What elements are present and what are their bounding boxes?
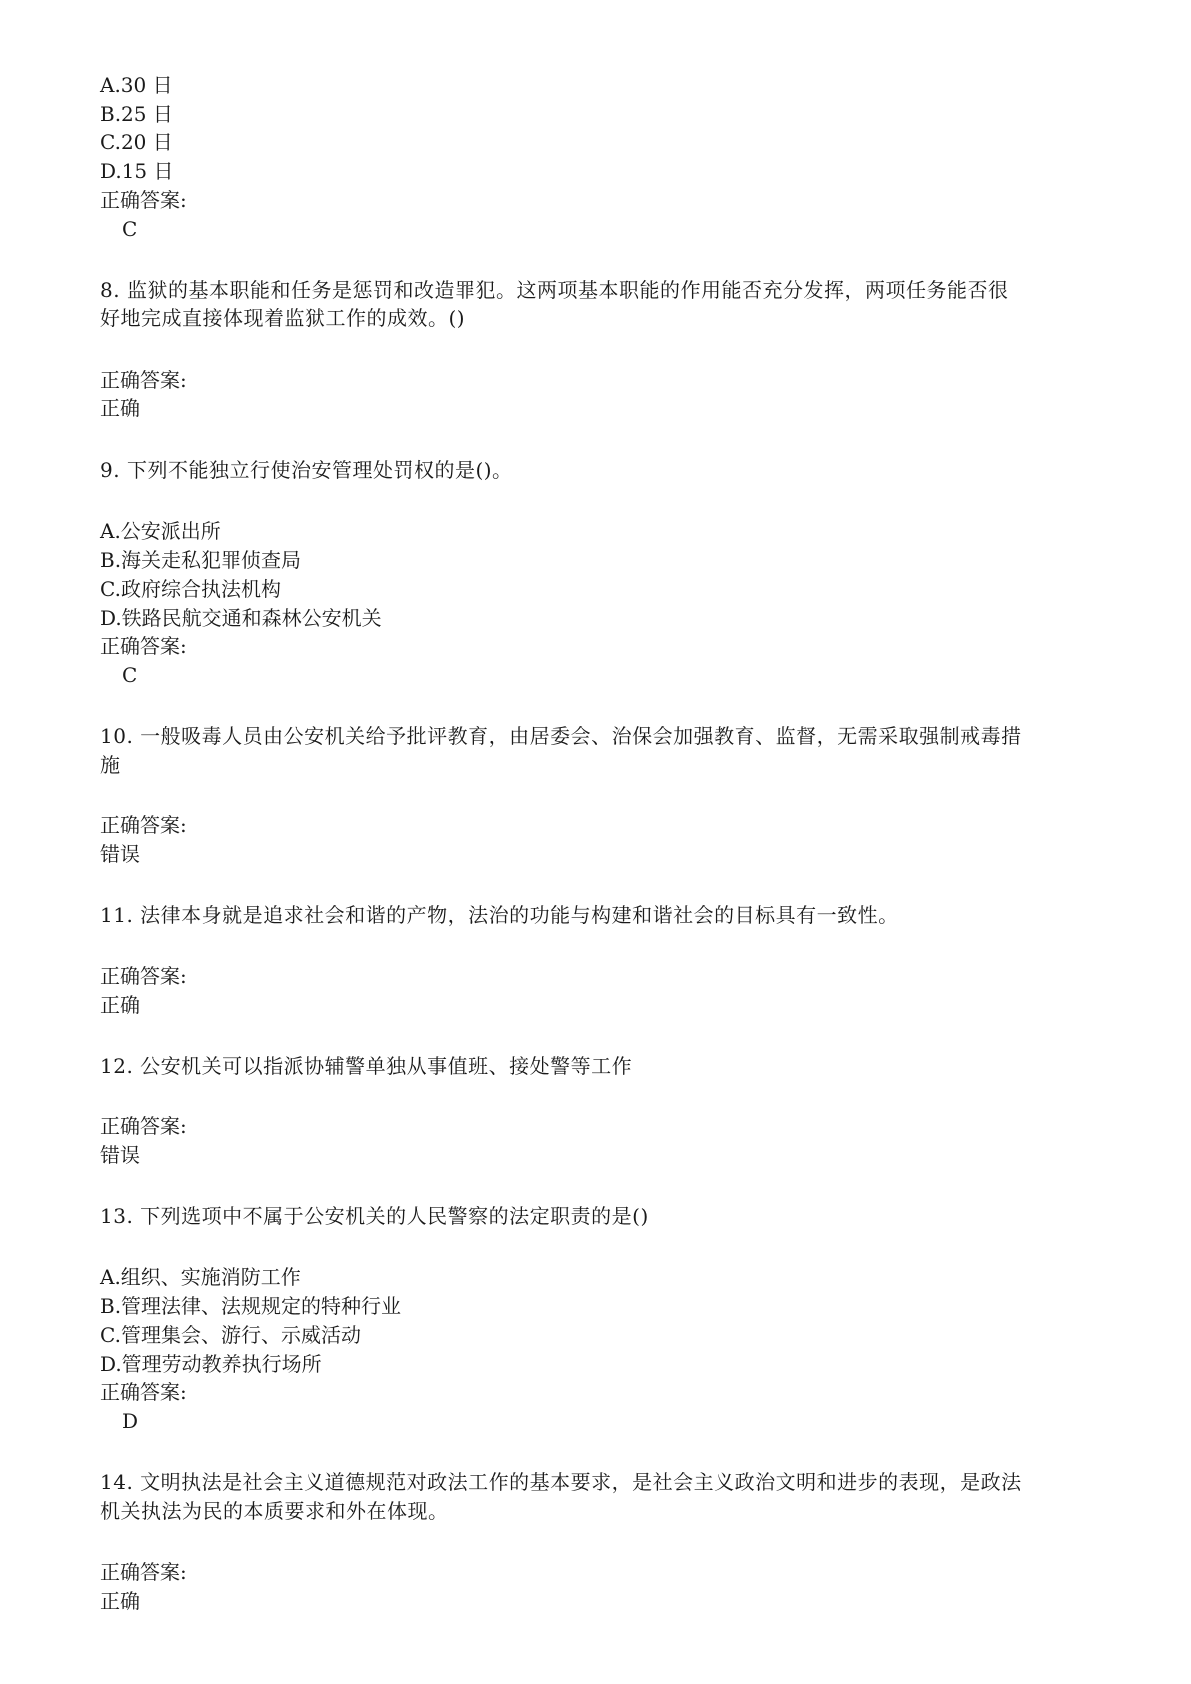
option-c: C.政府综合执法机构: [100, 577, 281, 601]
answer-value: D: [122, 1409, 139, 1433]
answer-value: 错误: [100, 842, 140, 866]
answer-label: 正确答案:: [100, 813, 187, 837]
option-c: C.管理集会、游行、示威活动: [100, 1323, 361, 1347]
answer-label: 正确答案:: [100, 188, 187, 212]
option-a: A.组织、实施消防工作: [100, 1265, 301, 1289]
answer-value: 正确: [100, 1589, 140, 1613]
option-c: C.20 日: [100, 130, 173, 154]
option-d: D.管理劳动教养执行场所: [100, 1352, 322, 1376]
answer-label: 正确答案:: [100, 1560, 187, 1584]
question-text: 11. 法律本身就是追求社会和谐的产物，法治的功能与构建和谐社会的目标具有一致性。: [100, 903, 899, 927]
option-b: B.管理法律、法规规定的特种行业: [100, 1294, 402, 1318]
answer-label: 正确答案:: [100, 964, 187, 988]
question-text: 机关执法为民的本质要求和外在体现。: [100, 1499, 449, 1523]
question-text: 14. 文明执法是社会主义道德规范对政法工作的基本要求，是社会主义政治文明和进步的表现，是政法: [100, 1470, 1022, 1494]
answer-label: 正确答案:: [100, 368, 187, 392]
option-b: B.25 日: [100, 102, 173, 126]
answer-value: 正确: [100, 993, 140, 1017]
option-a: A.30 日: [100, 73, 173, 97]
answer-label: 正确答案:: [100, 634, 187, 658]
answer-value: C: [122, 663, 138, 687]
question-text: 施: [100, 753, 121, 777]
answer-label: 正确答案:: [100, 1380, 187, 1404]
question-text: 10. 一般吸毒人员由公安机关给予批评教育，由居委会、治保会加强教育、监督，无需采取强制戒毒措: [100, 724, 1022, 748]
question-text: 8. 监狱的基本职能和任务是惩罚和改造罪犯。这两项基本职能的作用能否充分发挥，两项任务能否很: [100, 278, 1009, 302]
option-d: D.铁路民航交通和森林公安机关: [100, 606, 382, 630]
answer-label: 正确答案:: [100, 1114, 187, 1138]
question-text: 好地完成直接体现着监狱工作的成效。(): [100, 306, 466, 330]
question-text: 9. 下列不能独立行使治安管理处罚权的是()。: [100, 458, 513, 482]
option-b: B.海关走私犯罪侦查局: [100, 548, 302, 572]
question-text: 13. 下列选项中不属于公安机关的人民警察的法定职责的是(): [100, 1204, 649, 1228]
question-text: 12. 公安机关可以指派协辅警单独从事值班、接处警等工作: [100, 1054, 633, 1078]
option-d: D.15 日: [100, 159, 174, 183]
answer-value: C: [122, 217, 138, 241]
option-a: A.公安派出所: [100, 519, 221, 543]
answer-value: 正确: [100, 396, 140, 420]
answer-value: 错误: [100, 1143, 140, 1167]
